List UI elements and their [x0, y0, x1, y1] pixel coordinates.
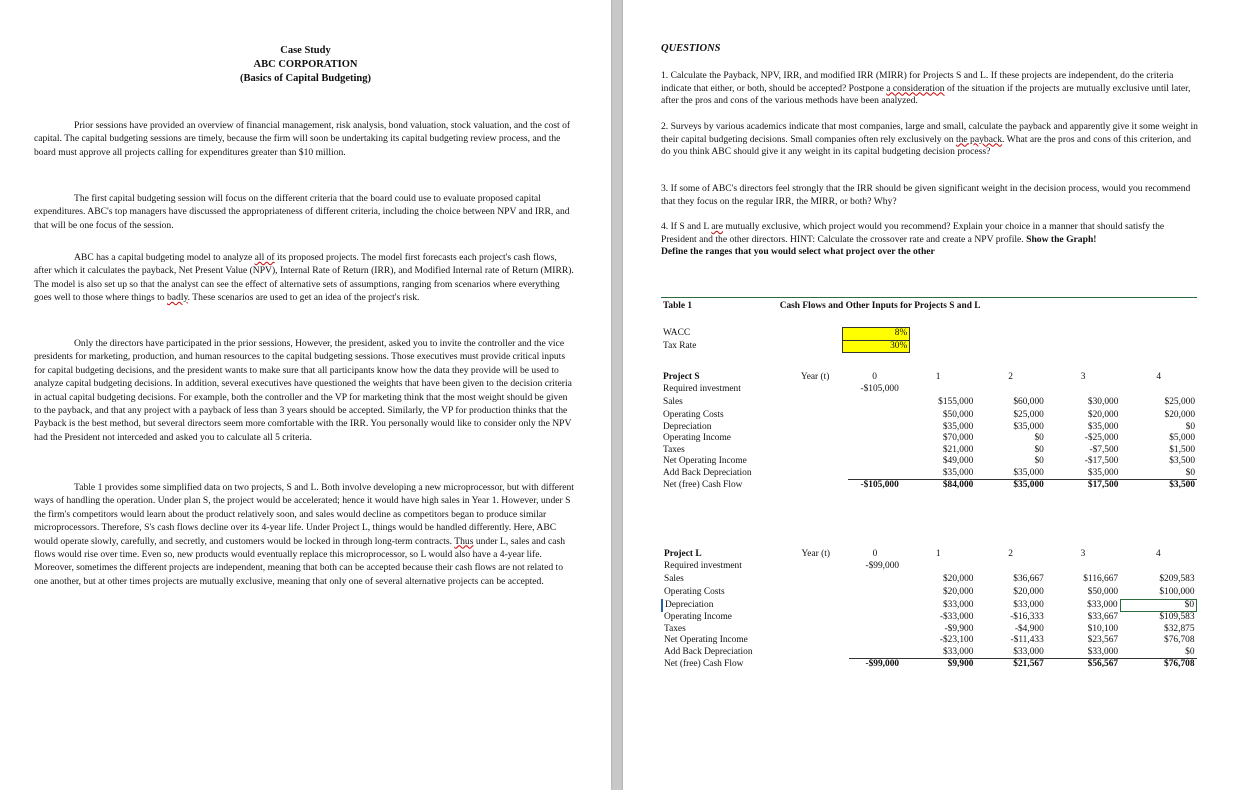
table-row: [661, 422, 1197, 434]
table-cell[interactable]: $9,900: [901, 659, 975, 671]
table-cell[interactable]: [1120, 561, 1196, 573]
table-cell[interactable]: $33,000: [942, 646, 974, 657]
table-cell[interactable]: -$7,500: [1089, 444, 1119, 455]
year-header: 3: [1080, 549, 1086, 559]
table-cell[interactable]: -$17,500: [1084, 456, 1119, 466]
row-label: Sales: [663, 396, 683, 407]
table-row: [662, 561, 1197, 573]
year-label: Year (t): [800, 372, 830, 382]
spellcheck-underline: a consideration: [886, 82, 945, 94]
table-cell[interactable]: [848, 445, 900, 457]
table-cell[interactable]: $30,000: [1087, 396, 1119, 407]
row-label: Taxes: [664, 623, 686, 634]
table-cell[interactable]: $1,500: [1169, 444, 1195, 455]
spellcheck-underline: the payback: [955, 133, 1003, 145]
year-header: 0: [872, 372, 877, 382]
row-label: Net Operating Income: [664, 635, 748, 645]
year-header: 3: [1080, 372, 1086, 382]
title-line-2: ABC CORPORATION: [253, 59, 358, 70]
table-cell[interactable]: $33,000: [1087, 599, 1118, 610]
table-cell[interactable]: $50,000: [942, 410, 974, 420]
table-cell[interactable]: $35,000: [975, 480, 1046, 492]
question-1: 1. Calculate the Payback, NPV, IRR, and modified IRR (MIRR) for Projects S and L. If these projects are independent, do the criteria indicate that either, or both, should be accepted? Postpone a consideration of the situation if the projects are mutually exclusive until later, after the pros and cons of the various methods have been analyzed.: [661, 70, 1191, 107]
table-cell[interactable]: [1120, 384, 1197, 396]
project-header-row: [661, 372, 1197, 384]
table-cell[interactable]: $20,000: [1087, 410, 1119, 420]
table-cell[interactable]: $76,708: [1120, 659, 1196, 671]
table-cell[interactable]: [848, 433, 900, 445]
table-cell[interactable]: -$23,100: [939, 635, 974, 645]
title-line-1: Case Study: [280, 45, 331, 56]
table-title: Cash Flows and Other Inputs for Projects S and L: [779, 301, 981, 311]
paragraph-3: ABC has a capital budgeting model to analyze all of its proposed projects. The model first forecasts each project's cash flows, after which it calculates the payback, Net Present Value (NPV), Internal Rate of Return (IRR), and Modified Internal rate of Return (MIRR). The model is also set up so that the analyst can see the effect of alternative sets of assumptions, ranging from scenarios where everything goes well to those where things to badly. These scenarios are used to get an idea of the project's risk.: [34, 252, 574, 304]
table-cell[interactable]: $21,567: [975, 659, 1045, 671]
project-header-row: [662, 549, 1197, 561]
case-title: [0, 44, 611, 86]
row-label: Net (free) Cash Flow: [664, 658, 744, 669]
table-cell[interactable]: $84,000: [901, 480, 976, 492]
table-cell[interactable]: -$105,000: [848, 480, 900, 492]
year-header: 4: [1156, 372, 1162, 382]
row-label: Depreciation: [662, 599, 783, 612]
table-row: [662, 635, 1197, 647]
table-cell[interactable]: $10,100: [1087, 623, 1119, 634]
table-cell[interactable]: $33,000: [1087, 646, 1119, 657]
project-s-body: [661, 372, 1197, 492]
table-cell[interactable]: -$105,000: [860, 383, 899, 394]
table-cell[interactable]: $20,000: [942, 587, 974, 598]
tax-input[interactable]: 30%: [843, 340, 910, 353]
table-row: [661, 456, 1197, 468]
table-cell[interactable]: [849, 647, 901, 659]
table-label: Table 1: [663, 301, 693, 311]
table-cell[interactable]: [975, 384, 1046, 396]
table-cell[interactable]: $35,000: [942, 467, 974, 478]
table-cell[interactable]: [1046, 561, 1120, 573]
table-row: [661, 384, 1197, 396]
table-cell[interactable]: -$99,000: [865, 560, 900, 571]
table-cell[interactable]: $100,000: [1159, 587, 1195, 597]
question-2: 2. Surveys by various academics indicate that most companies, large and small, calculate the payback and apparently give it some weight in their capital budgeting decisions. Small companies often rely exclusively on the payback. What are the pros and cons of this criterion, and do you think ABC should give it any weight in its capital budgeting decision process?: [661, 121, 1198, 158]
year-header: 1: [935, 372, 941, 382]
table-cell[interactable]: $33,000: [1013, 599, 1044, 610]
table-cell[interactable]: [975, 561, 1045, 573]
year-header: 2: [1008, 372, 1013, 382]
row-label: Operating Costs: [664, 587, 725, 598]
table-row: [661, 480, 1197, 492]
row-label: Sales: [664, 573, 684, 584]
table-row: [662, 659, 1197, 671]
table-row: [661, 445, 1197, 457]
table-cell[interactable]: $23,567: [1087, 635, 1119, 645]
table-cell[interactable]: $32,875: [1164, 623, 1195, 634]
paragraph-5: Table 1 provides some simplified data on two projects, S and L. Both involve developing a new microprocessor, but with different ways of handling the operation. Under plan S, the project would be accelerated; hence it would have high sales in Year 1. However, under S the firm's competitors would learn about the product relatively soon, and sales would decline as competitors began to produce similar microprocessors. Therefore, S's cash flows decline over its 4-year life. Under Project L, things would be handled differently. Here, ABC would operate slowly, carefully, and secretly, and customers would be locked in through long-term contracts. Thus under L, sales and cash flows would rise over time. Even so, new products would eventually replace this microprocessor, so L would also have a 4-year life. Moreover, sometimes the different projects are independent, meaning that both can be accepted because their cash flows are not related to one another, but at other times projects are mutually exclusive, meaning that only one of several alternative projects can be accepted.: [34, 482, 574, 587]
table-cell[interactable]: [849, 587, 901, 599]
cash-flow-table: [661, 297, 1197, 353]
table-cell[interactable]: $109,583: [1159, 612, 1195, 622]
table-cell[interactable]: $0: [1034, 433, 1044, 443]
table-cell[interactable]: [849, 624, 901, 636]
table-cell[interactable]: $35,000: [942, 421, 974, 432]
row-label: Add Back Depreciation: [664, 646, 753, 657]
project-l-table: [661, 549, 1197, 671]
table-cell[interactable]: [848, 422, 900, 434]
table-cell[interactable]: -$25,000: [1084, 433, 1119, 443]
spellcheck-underline: are: [711, 221, 723, 232]
table-cell[interactable]: $70,000: [942, 433, 974, 443]
table-cell[interactable]: $116,667: [1083, 573, 1119, 584]
table-cell[interactable]: $5,000: [1169, 433, 1195, 443]
left-page: [0, 0, 611, 790]
title-line-3: (Basics of Capital Budgeting): [240, 73, 371, 84]
table-cell[interactable]: [901, 384, 976, 396]
row-label: Taxes: [663, 444, 685, 455]
project-s-table: [661, 372, 1197, 492]
table-cell[interactable]: $0: [1185, 467, 1195, 478]
table-cell[interactable]: [848, 468, 900, 480]
table-cell[interactable]: [848, 395, 900, 410]
table-cell[interactable]: [1046, 384, 1121, 396]
table-cell[interactable]: -$16,333: [1010, 611, 1044, 622]
table-cell[interactable]: $35,000: [1087, 421, 1119, 432]
paragraph-2: The first capital budgeting session will focus on the different criteria that the board could use to evaluate proposed capital expenditures. ABC's top managers have discussed the appropriateness of different criteria, including the choice between NPV and IRR, and that will be one focus of the session.: [34, 193, 570, 231]
table-cell[interactable]: [849, 572, 901, 587]
table-cell[interactable]: $0: [1185, 646, 1195, 657]
wacc-label: WACC: [663, 328, 691, 338]
table-cell[interactable]: $209,583: [1159, 573, 1195, 584]
table-cell[interactable]: $0: [1034, 456, 1044, 466]
spellcheck-underline: all of: [254, 252, 275, 263]
table-row: [662, 647, 1197, 659]
paragraph-1: Prior sessions have provided an overview of financial management, risk analysis, bond valuation, stock valuation, and the cost of capital. The capital budgeting sessions are timely, because the firm will soon be undertaking its capital budgeting review process, and the board must approve all projects calling for expenditures greater than $10 million.: [34, 120, 571, 158]
table-row: [661, 468, 1197, 480]
table-cell[interactable]: $20,000: [942, 573, 974, 584]
table-cell[interactable]: $0: [1120, 599, 1196, 612]
project-l-body: [662, 549, 1197, 671]
row-label: Depreciation: [663, 421, 712, 432]
row-label: Add Back Depreciation: [663, 467, 752, 478]
table-cell[interactable]: [901, 561, 975, 573]
table-cell[interactable]: [848, 410, 900, 422]
row-label: Net (free) Cash Flow: [663, 479, 743, 490]
table-cell[interactable]: $0: [1185, 421, 1195, 432]
table-cell[interactable]: $33,667: [1087, 611, 1119, 622]
table-cell[interactable]: [848, 456, 900, 468]
row-label: Required investment: [664, 560, 742, 571]
questions-heading: QUESTIONS: [661, 43, 721, 54]
row-label: Net Operating Income: [663, 456, 747, 466]
table-cell[interactable]: -$11,433: [1010, 635, 1044, 645]
project-name: Project S: [663, 372, 700, 382]
question-4-ranges: Define the ranges that you would select what project over the other: [661, 246, 935, 258]
paragraph-4: Only the directors have participated in the prior sessions, However, the president, asked you to invite the controller and the vice presidents for marketing, production, and human resources to the capital budgeting sessions. Those executives must provide critical inputs for capital budgeting decisions, and the president wants to make sure that all participants know how the data they provide will be used to analyze capital budgeting decisions. In addition, several executives have questioned the weights that have been given to the decision criteria in actual capital budgeting decisions. For example, both the controller and the VP for marketing think that the most weight should be given to the payback, and that any project with a payback of less than 3 years should be accepted. Similarly, the VP for production thinks that the Payback is the best method, but several directors seem more comfortable with the IRR. You personally would like to consider only the NPV had the President not interceded and asked you to calculate all 5 criteria.: [34, 338, 572, 443]
row-label: Operating Income: [663, 433, 731, 443]
table-cell[interactable]: $3,500: [1120, 480, 1197, 492]
table-cell[interactable]: $76,708: [1164, 635, 1195, 645]
table-cell[interactable]: $35,000: [1013, 421, 1044, 432]
year-header: 0: [872, 549, 878, 559]
table-cell[interactable]: [849, 599, 901, 612]
table-cell[interactable]: $20,000: [1164, 410, 1195, 420]
table-cell[interactable]: $33,000: [1013, 646, 1044, 657]
year-header: 4: [1155, 549, 1161, 559]
row-label: Operating Costs: [663, 410, 724, 420]
year-header: 2: [1008, 549, 1013, 559]
table-cell[interactable]: [849, 612, 901, 624]
table-row: [661, 395, 1197, 410]
row-label: Operating Income: [664, 611, 732, 622]
question-4: 4. If S and L are mutually exclusive, which project would you recommend? Explain your choice in a manner that should satisfy the President and the other directors. HINT: Calculate the crossover rate and create a NPV profile. Show the Graph! Define the ranges that you would select what project over the other: [661, 221, 1165, 258]
table-cell[interactable]: $56,567: [1046, 659, 1120, 671]
table-cell[interactable]: $49,000: [942, 456, 974, 466]
table-row: [662, 624, 1197, 636]
tax-label: Tax Rate: [663, 340, 697, 351]
table-cell[interactable]: -$4,900: [1014, 623, 1044, 634]
project-name: Project L: [664, 549, 702, 559]
table-cell[interactable]: $60,000: [1013, 396, 1044, 407]
spellcheck-underline: badly: [166, 292, 188, 304]
table-cell[interactable]: $155,000: [938, 396, 974, 407]
table-row: [662, 612, 1197, 624]
spellcheck-underline: Thus: [454, 535, 474, 547]
table-row: [661, 433, 1197, 445]
table-cell[interactable]: $33,000: [942, 599, 974, 610]
table-cell[interactable]: -$99,000: [849, 659, 901, 671]
table-cell[interactable]: $36,667: [1013, 573, 1044, 584]
table-row: [661, 410, 1197, 422]
table-cell[interactable]: $25,000: [1164, 396, 1195, 407]
question-3: 3. If some of ABC's directors feel strongly that the IRR should be given significant weight in the decision process, would you recommend that they focus on the regular IRR, the MIRR, or both? Why?: [661, 183, 1191, 207]
table-cell[interactable]: $20,000: [1013, 587, 1044, 598]
table-cell[interactable]: $35,000: [1087, 467, 1119, 478]
table-cell[interactable]: $21,000: [942, 444, 974, 455]
table-cell[interactable]: -$9,900: [944, 623, 974, 634]
table-cell[interactable]: $35,000: [1013, 467, 1044, 478]
table-cell[interactable]: $0: [1034, 444, 1044, 455]
right-page: [623, 0, 1234, 790]
table-cell[interactable]: $17,500: [1046, 480, 1121, 492]
table-cell[interactable]: [849, 635, 901, 647]
wacc-input[interactable]: 8%: [843, 328, 910, 341]
year-label: Year (t): [801, 549, 830, 559]
table-cell[interactable]: $3,500: [1169, 456, 1195, 466]
year-header: 1: [935, 549, 941, 559]
table-cell[interactable]: $50,000: [1087, 587, 1119, 598]
table-cell[interactable]: -$33,000: [939, 611, 974, 622]
table-row: [662, 572, 1197, 587]
row-label: Required investment: [663, 383, 741, 394]
table-row: [662, 599, 1197, 612]
table-cell[interactable]: $25,000: [1013, 410, 1044, 420]
table-row: [662, 587, 1197, 599]
